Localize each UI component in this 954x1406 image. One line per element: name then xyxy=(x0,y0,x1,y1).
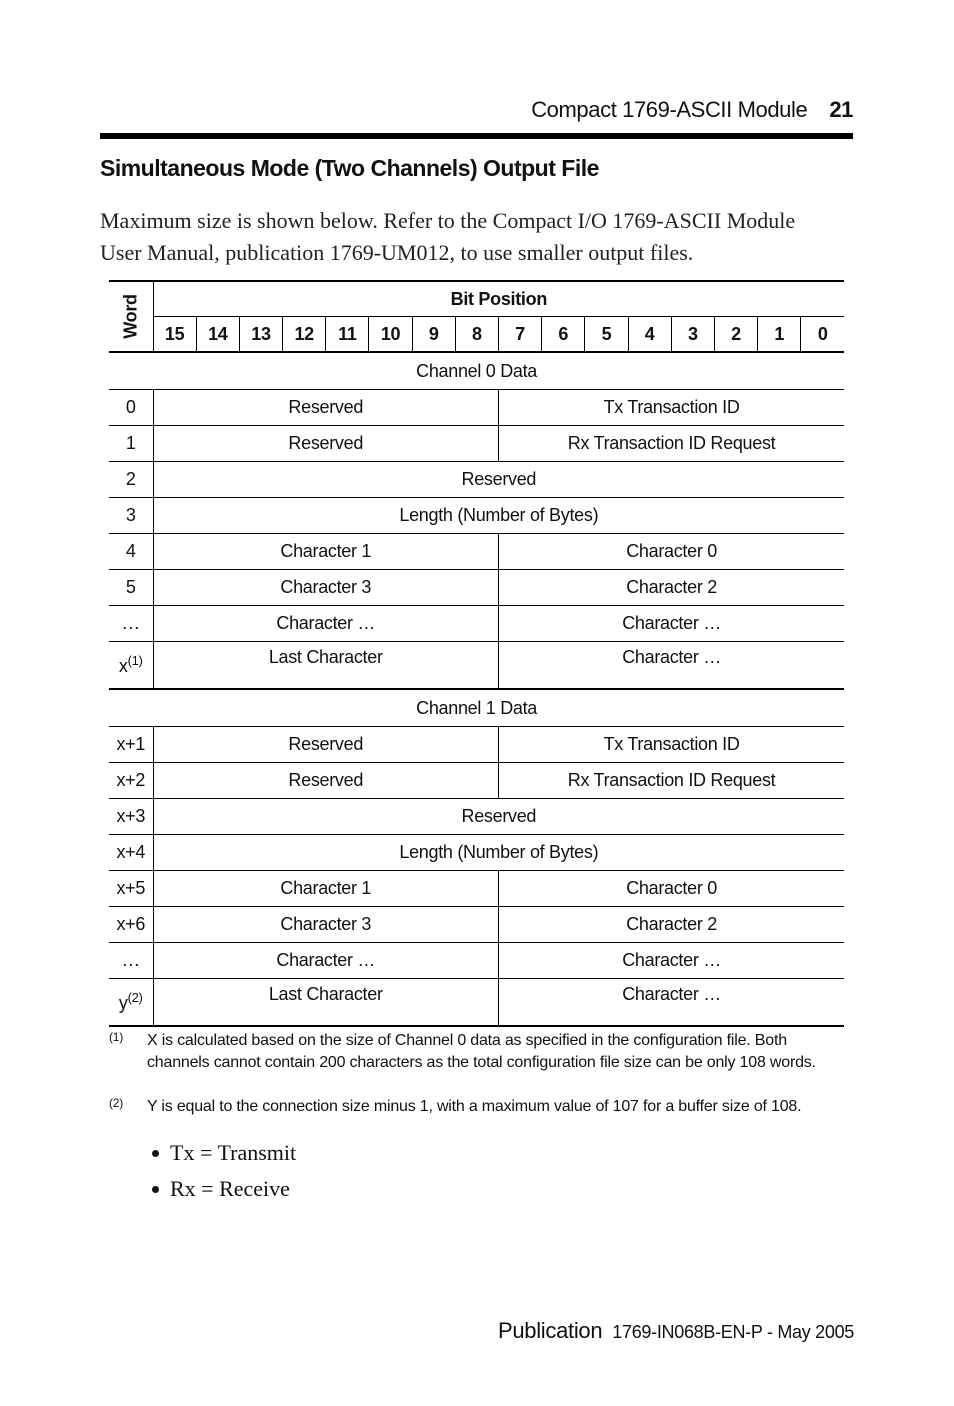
table-row xyxy=(109,390,844,426)
high-byte-cell: Character … xyxy=(153,606,499,642)
table-row xyxy=(109,727,844,763)
legend-rx: Rx = Receive xyxy=(170,1176,290,1201)
low-byte-cell: Tx Transaction ID xyxy=(499,727,845,763)
bit-header-1: 1 xyxy=(758,317,801,353)
high-byte-cell: Character 3 xyxy=(153,907,499,943)
footer-label: Publication xyxy=(497,1318,603,1343)
footnote-2-text: Y is equal to the connection size minus 1, with a maximum value of 107 for a buffer size of 108. xyxy=(147,1098,802,1115)
low-byte-cell: Rx Transaction ID Request xyxy=(499,763,845,799)
bit-header-6: 6 xyxy=(542,317,585,353)
bit-header-14: 14 xyxy=(196,317,239,353)
word-value: x+3 xyxy=(116,806,146,826)
list-item xyxy=(152,1171,296,1207)
full-word-cell: Reserved xyxy=(153,799,844,835)
word-cell xyxy=(109,642,153,690)
header-rule xyxy=(100,133,853,139)
page-footer xyxy=(498,1318,854,1344)
high-byte-cell: Character 3 xyxy=(153,570,499,606)
footnotes xyxy=(109,1030,844,1140)
table-row xyxy=(109,907,844,943)
table-row xyxy=(109,606,844,642)
word-cell xyxy=(109,763,153,799)
word-value: x xyxy=(118,656,128,676)
footnote-ref: (2) xyxy=(127,990,143,1005)
full-word-cell: Length (Number of Bytes) xyxy=(153,835,844,871)
bit-header-0: 0 xyxy=(801,317,844,353)
table-row xyxy=(109,498,844,534)
bit-header-2: 2 xyxy=(714,317,757,353)
word-cell xyxy=(109,570,153,606)
word-value: y xyxy=(118,993,128,1013)
footnote-1 xyxy=(109,1030,844,1074)
table-row xyxy=(109,642,844,690)
bullet-icon xyxy=(152,1186,159,1193)
low-byte-cell: Character 0 xyxy=(499,871,845,907)
high-byte-cell: Last Character xyxy=(153,642,499,690)
output-file-table xyxy=(109,280,844,1027)
full-word-cell: Length (Number of Bytes) xyxy=(153,498,844,534)
header-title: Compact 1769-ASCII Module xyxy=(531,97,808,122)
high-byte-cell: Reserved xyxy=(153,426,499,462)
bit-header-7: 7 xyxy=(499,317,542,353)
abbreviation-list xyxy=(152,1135,296,1207)
publication-number: 1769-IN068B-EN-P - May 2005 xyxy=(612,1322,854,1342)
word-cell xyxy=(109,907,153,943)
high-byte-cell: Character 1 xyxy=(153,871,499,907)
bullet-icon xyxy=(152,1150,159,1157)
word-cell xyxy=(109,943,153,979)
word-cell xyxy=(109,534,153,570)
word-value: 2 xyxy=(125,469,136,489)
bit-header-11: 11 xyxy=(326,317,369,353)
bit-header-3: 3 xyxy=(671,317,714,353)
high-byte-cell: Character … xyxy=(153,943,499,979)
bit-header-13: 13 xyxy=(239,317,282,353)
footnote-1-mark: (1) xyxy=(109,1030,124,1044)
low-byte-cell: Character … xyxy=(499,606,845,642)
word-value: 3 xyxy=(125,505,136,525)
bit-position-header: Bit Position xyxy=(153,281,844,317)
low-byte-cell: Character … xyxy=(499,979,845,1027)
word-cell xyxy=(109,462,153,498)
bit-header-15: 15 xyxy=(153,317,196,353)
word-cell xyxy=(109,727,153,763)
word-value: x+6 xyxy=(116,914,146,934)
section-title: Channel 1 Data xyxy=(109,689,844,727)
word-value: x+1 xyxy=(116,734,146,754)
table-row xyxy=(109,835,844,871)
table-row xyxy=(109,763,844,799)
footnote-2 xyxy=(109,1096,844,1118)
table-row xyxy=(109,943,844,979)
high-byte-cell: Character 1 xyxy=(153,534,499,570)
word-cell xyxy=(109,498,153,534)
low-byte-cell: Character … xyxy=(499,642,845,690)
word-value: … xyxy=(121,950,140,970)
word-header-label: Word xyxy=(120,294,141,339)
bit-header-12: 12 xyxy=(283,317,326,353)
legend-tx: Tx = Transmit xyxy=(170,1140,297,1165)
word-cell xyxy=(109,871,153,907)
word-cell xyxy=(109,426,153,462)
word-value: 0 xyxy=(125,397,136,417)
section-heading: Simultaneous Mode (Two Channels) Output File xyxy=(100,155,599,181)
low-byte-cell: Character 2 xyxy=(499,907,845,943)
word-cell xyxy=(109,835,153,871)
table-row xyxy=(109,534,844,570)
full-word-cell: Reserved xyxy=(153,462,844,498)
table-row xyxy=(109,979,844,1027)
word-value: 4 xyxy=(125,541,136,561)
intro-paragraph: Maximum size is shown below. Refer to the Compact I/O 1769-ASCII Module User Manual, publication 1769-UM012, to use smaller output files. xyxy=(100,208,796,265)
section-row xyxy=(109,352,844,390)
low-byte-cell: Tx Transaction ID xyxy=(499,390,845,426)
word-value: x+5 xyxy=(116,878,146,898)
table-row xyxy=(109,871,844,907)
word-value: x+2 xyxy=(116,770,146,790)
high-byte-cell: Last Character xyxy=(153,979,499,1027)
high-byte-cell: Reserved xyxy=(153,763,499,799)
list-item xyxy=(152,1135,296,1171)
bit-header-5: 5 xyxy=(585,317,628,353)
table-row xyxy=(109,570,844,606)
word-value: x+4 xyxy=(116,842,146,862)
low-byte-cell: Character … xyxy=(499,943,845,979)
table-row xyxy=(109,799,844,835)
table-row xyxy=(109,462,844,498)
bit-header-8: 8 xyxy=(455,317,498,353)
word-cell xyxy=(109,606,153,642)
bit-header-10: 10 xyxy=(369,317,412,353)
footnote-2-mark: (2) xyxy=(109,1096,124,1110)
section-title: Channel 0 Data xyxy=(109,352,844,390)
running-header xyxy=(100,92,853,128)
high-byte-cell: Reserved xyxy=(153,390,499,426)
word-value: 1 xyxy=(125,433,136,453)
footnote-1-text: X is calculated based on the size of Channel 0 data as specified in the configuration file. Both channels cannot contain 200 characters as the total configuration file size can be only 108 words. xyxy=(147,1032,816,1071)
bit-header-9: 9 xyxy=(412,317,455,353)
word-cell xyxy=(109,799,153,835)
table-row xyxy=(109,426,844,462)
word-column-header xyxy=(109,281,153,352)
footnote-ref: (1) xyxy=(127,653,143,668)
page-number: 21 xyxy=(829,97,853,122)
section-row xyxy=(109,689,844,727)
low-byte-cell: Rx Transaction ID Request xyxy=(499,426,845,462)
word-value: 5 xyxy=(125,577,136,597)
word-cell xyxy=(109,390,153,426)
word-value: … xyxy=(121,613,140,633)
low-byte-cell: Character 0 xyxy=(499,534,845,570)
bit-header-4: 4 xyxy=(628,317,671,353)
high-byte-cell: Reserved xyxy=(153,727,499,763)
low-byte-cell: Character 2 xyxy=(499,570,845,606)
word-cell xyxy=(109,979,153,1027)
